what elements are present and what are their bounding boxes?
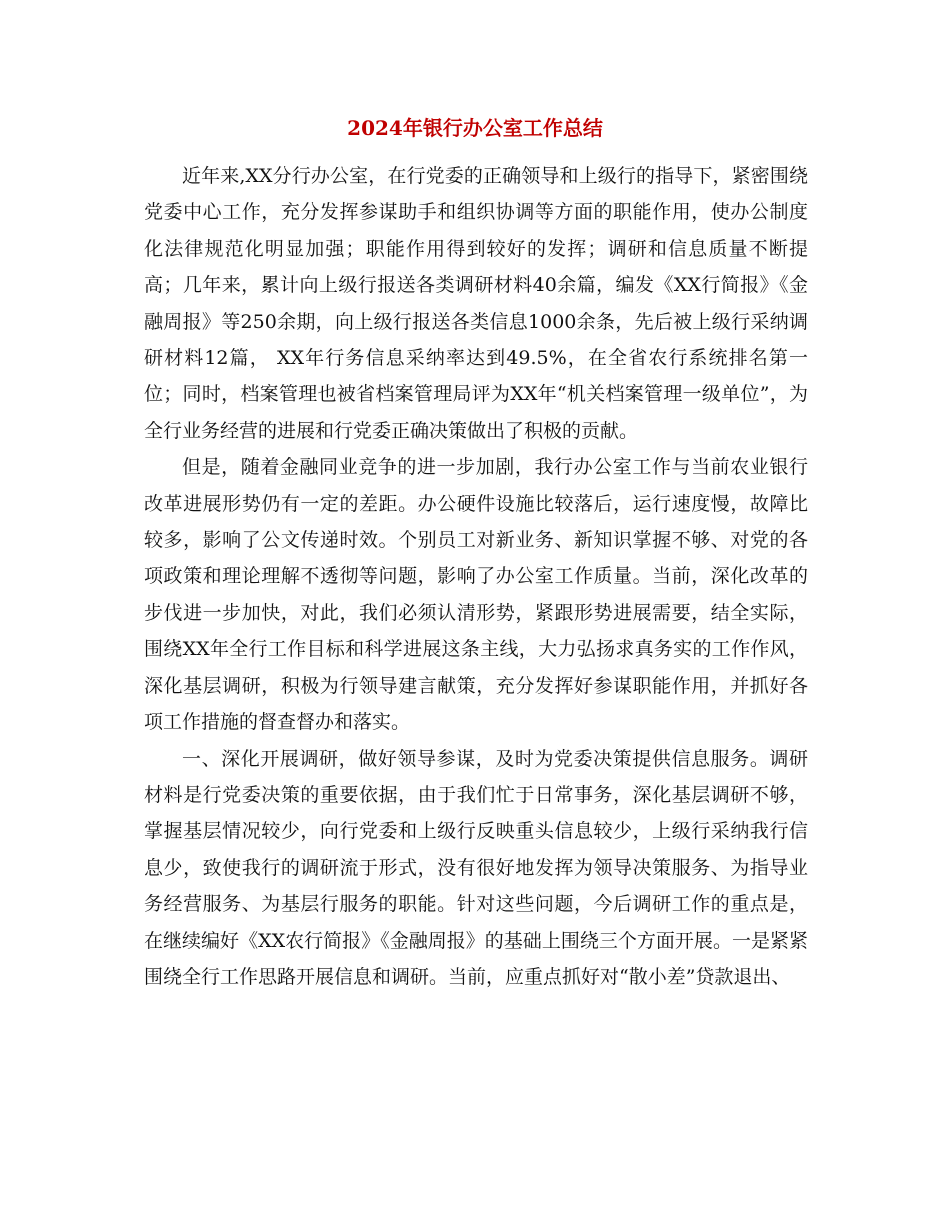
paragraph-1: 近年来,XX分行办公室，在行党委的正确领导和上级行的指导下，紧密围绕党委中心工作，充分发挥参谋助手和组织协调等方面的职能作用，使办公制度化法律规范化明显加强；职能作用得到较好的发挥；调研和信息质量不断提高；几年来，累计向上级行报送各类调研材料40余篇，编发《XX行简报》《金融周报》等250余期，向上级行报送各类信息1000余条，先后被上级行采纳调研材料12篇， XX年行务信息采纳率达到49.5%，在全省农行系统排名第一位；同时，档案管理也被省档案管理局评为XX年“机关档案管理一级单位”，为全行业务经营的进展和行党委正确决策做出了积极的贡献。 — [144, 165, 808, 442]
document-title: 2024年银行办公室工作总结 — [347, 116, 603, 140]
document-body — [144, 158, 808, 995]
paragraph-3: 一、深化开展调研，做好领导参谋，及时为党委决策提供信息服务。调研材料是行党委决策的重要依据，由于我们忙于日常事务，深化基层调研不够，掌握基层情况较少，向行党委和上级行反映重头信息较少，上级行采纳我行信息少，致使我行的调研流于形式，没有很好地发挥为领导决策服务、为指导业务经营服务、为基层行服务的职能。针对这些问题，今后调研工作的重点是，在继续编好《XX农行简报》《金融周报》的基础上围绕三个方面开展。一是紧紧围绕全行工作思路开展信息和调研。当前，应重点抓好对“散小差”贷款退出、 — [144, 747, 808, 988]
paragraph-2: 但是，随着金融同业竞争的进一步加剧，我行办公室工作与当前农业银行改革进展形势仍有一定的差距。办公硬件设施比较落后，运行速度慢，故障比较多，影响了公文传递时效。个别员工对新业务、新知识掌握不够、对党的各项政策和理论理解不透彻等问题，影响了办公室工作质量。当前，深化改革的步伐进一步加快，对此，我们必须认清形势，紧跟形势进展需要，结全实际，围绕XX年全行工作目标和科学进展这条主线，大力弘扬求真务实的工作作风，深化基层调研，积极为行领导建言献策，充分发挥好参谋职能作用，并抓好各项工作措施的督查督办和落实。 — [144, 456, 808, 734]
